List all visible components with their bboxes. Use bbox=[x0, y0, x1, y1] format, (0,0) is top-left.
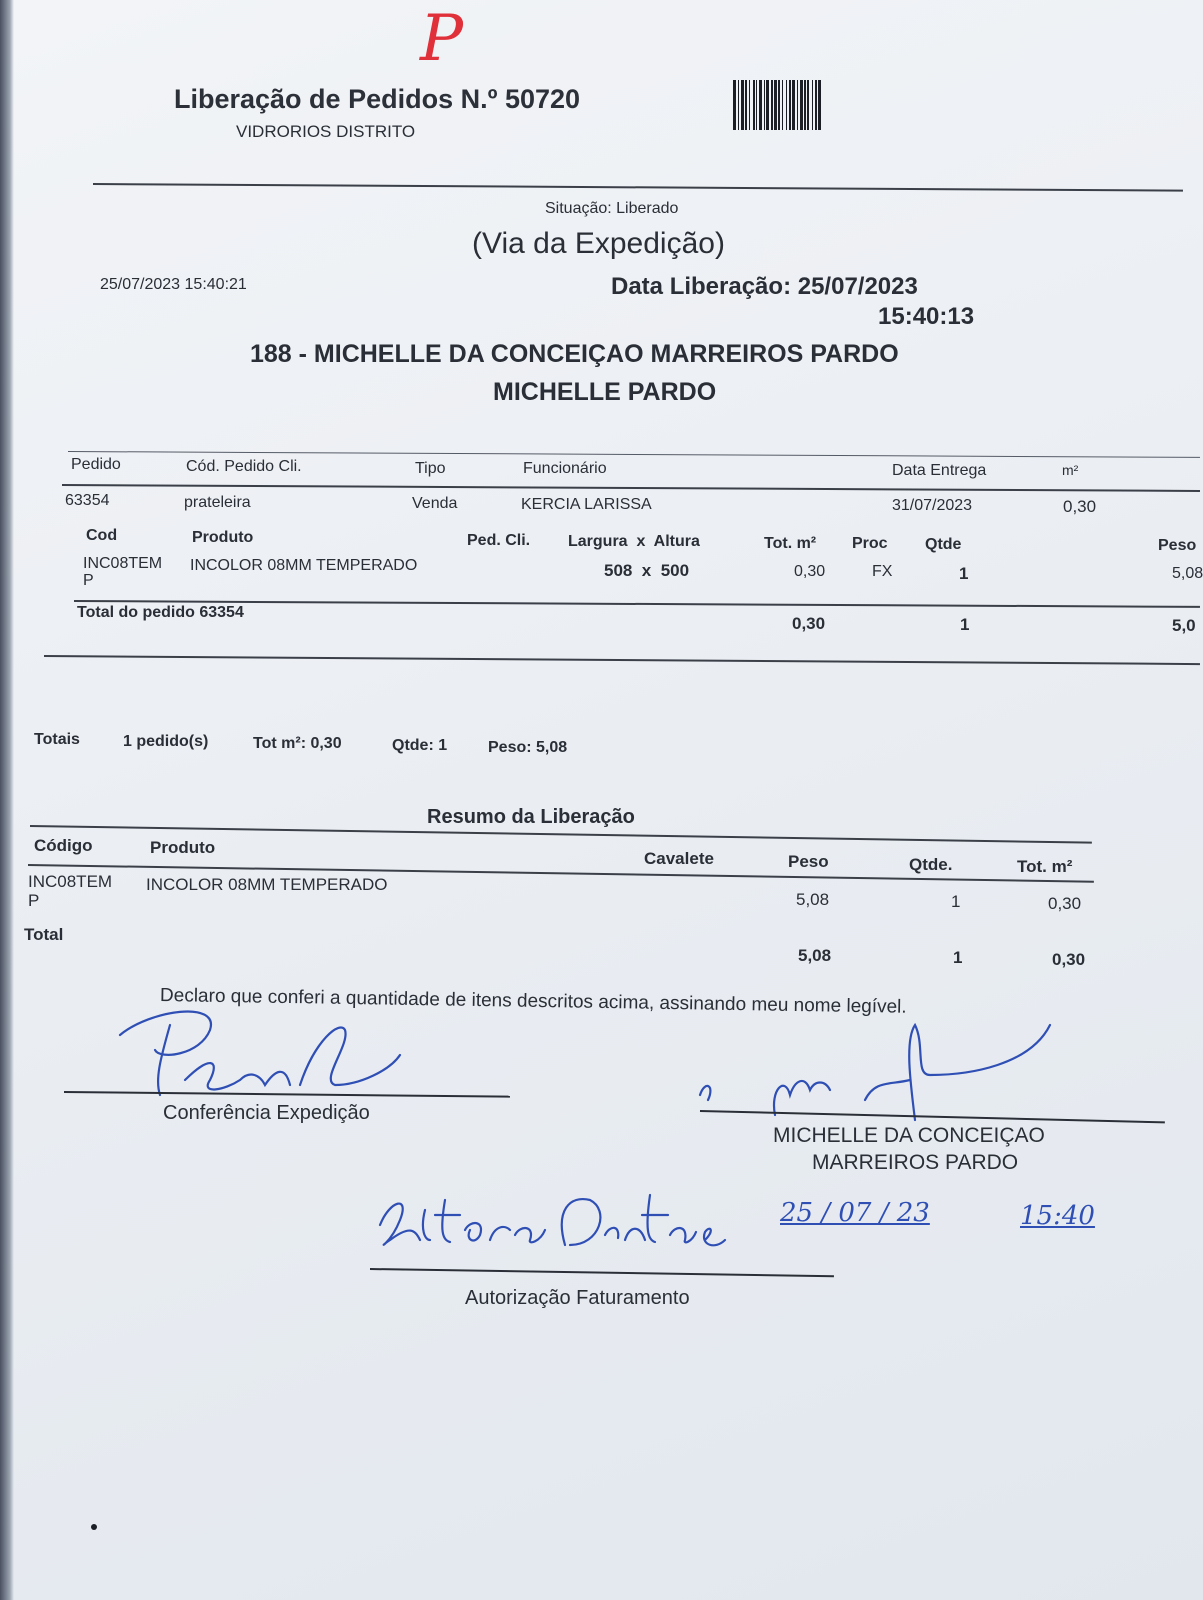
release-time: 15:40:13 bbox=[878, 303, 975, 330]
document-title: Liberação de Pedidos N.º 50720 bbox=[174, 84, 581, 114]
summary-col-qtde: Qtde. bbox=[909, 855, 953, 874]
summary-cell-peso: 5,08 bbox=[796, 890, 830, 909]
col-cod: Cod bbox=[86, 527, 118, 544]
cell-cod-pedido-cli: prateleira bbox=[184, 494, 251, 511]
order-total-peso: 5,0 bbox=[1172, 616, 1196, 635]
client-full-name: 188 - MICHELLE DA CONCEIÇAO MARREIROS PARDO bbox=[250, 340, 899, 368]
summary-col-produto: Produto bbox=[150, 838, 216, 857]
summary-total-peso: 5,08 bbox=[798, 946, 832, 965]
totals-tot-m2: Tot m²: 0,30 bbox=[253, 735, 342, 752]
col-tipo: Tipo bbox=[415, 460, 446, 477]
col-data-entrega: Data Entrega bbox=[892, 462, 987, 479]
summary-cell-code-line1: INC08TEM bbox=[28, 872, 113, 891]
cell-cod-line1: INC08TEM bbox=[83, 555, 163, 572]
cell-m2: 0,30 bbox=[1063, 497, 1097, 516]
summary-col-peso: Peso bbox=[788, 852, 829, 871]
client-label-line2: MARREIROS PARDO bbox=[812, 1151, 1019, 1174]
totals-qtde: Qtde: 1 bbox=[392, 737, 448, 754]
cell-tot-m2: 0,30 bbox=[794, 563, 826, 580]
col-qtde: Qtde bbox=[925, 536, 962, 553]
autorizacao-label: Autorização Faturamento bbox=[465, 1287, 690, 1309]
cell-data-entrega: 31/07/2023 bbox=[892, 497, 973, 514]
summary-total-tot-m2: 0,30 bbox=[1052, 950, 1086, 969]
copy-label: (Via da Expedição) bbox=[472, 227, 725, 260]
cell-peso: 5,08 bbox=[1172, 565, 1203, 582]
print-timestamp: 25/07/2023 15:40:21 bbox=[100, 276, 247, 293]
client-short-name: MICHELLE PARDO bbox=[493, 378, 717, 406]
summary-total-qtde: 1 bbox=[953, 948, 963, 967]
totals-pedidos: 1 pedido(s) bbox=[123, 733, 209, 750]
status-line: Situação: Liberado bbox=[545, 200, 679, 217]
col-ped-cli: Ped. Cli. bbox=[467, 532, 531, 549]
col-proc: Proc bbox=[852, 535, 888, 552]
col-m2: m² bbox=[1062, 462, 1079, 478]
barcode-image bbox=[733, 80, 925, 130]
summary-cell-code-line2: P bbox=[28, 891, 40, 910]
conferencia-label: Conferência Expedição bbox=[163, 1102, 370, 1124]
col-funcionario: Funcionário bbox=[523, 460, 607, 477]
handwritten-date: 25 / 07 / 23 bbox=[780, 1198, 930, 1228]
header-divider bbox=[93, 183, 1183, 192]
summary-title: Resumo da Liberação bbox=[427, 806, 635, 828]
col-largura-altura: Largura x Altura bbox=[568, 533, 700, 550]
order-total-qtde: 1 bbox=[960, 615, 970, 634]
declaration-text: Declaro que conferi a quantidade de itens descritos acima, assinando meu nome legível. bbox=[159, 985, 907, 1018]
summary-total-label: Total bbox=[24, 925, 64, 944]
cell-produto: INCOLOR 08MM TEMPERADO bbox=[190, 557, 418, 574]
summary-cell-produto: INCOLOR 08MM TEMPERADO bbox=[146, 875, 388, 894]
client-label-line1: MICHELLE DA CONCEIÇAO bbox=[773, 1124, 1045, 1147]
summary-col-codigo: Código bbox=[34, 836, 93, 855]
company-name: VIDRORIOS DISTRITO bbox=[236, 122, 416, 141]
summary-col-tot-m2: Tot. m² bbox=[1017, 857, 1073, 876]
summary-cell-tot-m2: 0,30 bbox=[1048, 894, 1082, 913]
cell-qtde: 1 bbox=[959, 564, 969, 583]
order-total-m2: 0,30 bbox=[792, 614, 826, 633]
summary-cell-qtde: 1 bbox=[951, 892, 961, 911]
col-pedido: Pedido bbox=[71, 456, 121, 473]
totals-label: Totais bbox=[34, 731, 80, 748]
cell-dims: 508 x 500 bbox=[604, 561, 690, 580]
paper-dot bbox=[91, 1524, 97, 1530]
paper-shadow bbox=[0, 0, 14, 1600]
totals-peso: Peso: 5,08 bbox=[488, 739, 568, 756]
cell-cod-line2: P bbox=[83, 572, 94, 589]
order-table-header-rule bbox=[62, 484, 1200, 492]
cell-pedido: 63354 bbox=[65, 492, 110, 509]
signature-autorizacao bbox=[370, 1170, 750, 1280]
release-date: Data Liberação: 25/07/2023 bbox=[611, 273, 918, 300]
order-section-bottom-rule bbox=[44, 655, 1200, 665]
cell-proc: FX bbox=[872, 563, 893, 580]
handwritten-initial-mark: P bbox=[420, 2, 464, 76]
col-produto: Produto bbox=[192, 529, 254, 546]
col-tot-m2: Tot. m² bbox=[764, 535, 817, 552]
summary-col-cavalete: Cavalete bbox=[644, 849, 714, 868]
cell-tipo: Venda bbox=[412, 495, 458, 512]
order-total-label: Total do pedido 63354 bbox=[77, 604, 244, 621]
col-cod-pedido-cli: Cód. Pedido Cli. bbox=[186, 458, 302, 475]
handwritten-time: 15:40 bbox=[1020, 1201, 1095, 1231]
col-peso: Peso bbox=[1158, 537, 1197, 554]
order-table-top-rule bbox=[68, 451, 1200, 458]
cell-funcionario: KERCIA LARISSA bbox=[521, 496, 652, 513]
